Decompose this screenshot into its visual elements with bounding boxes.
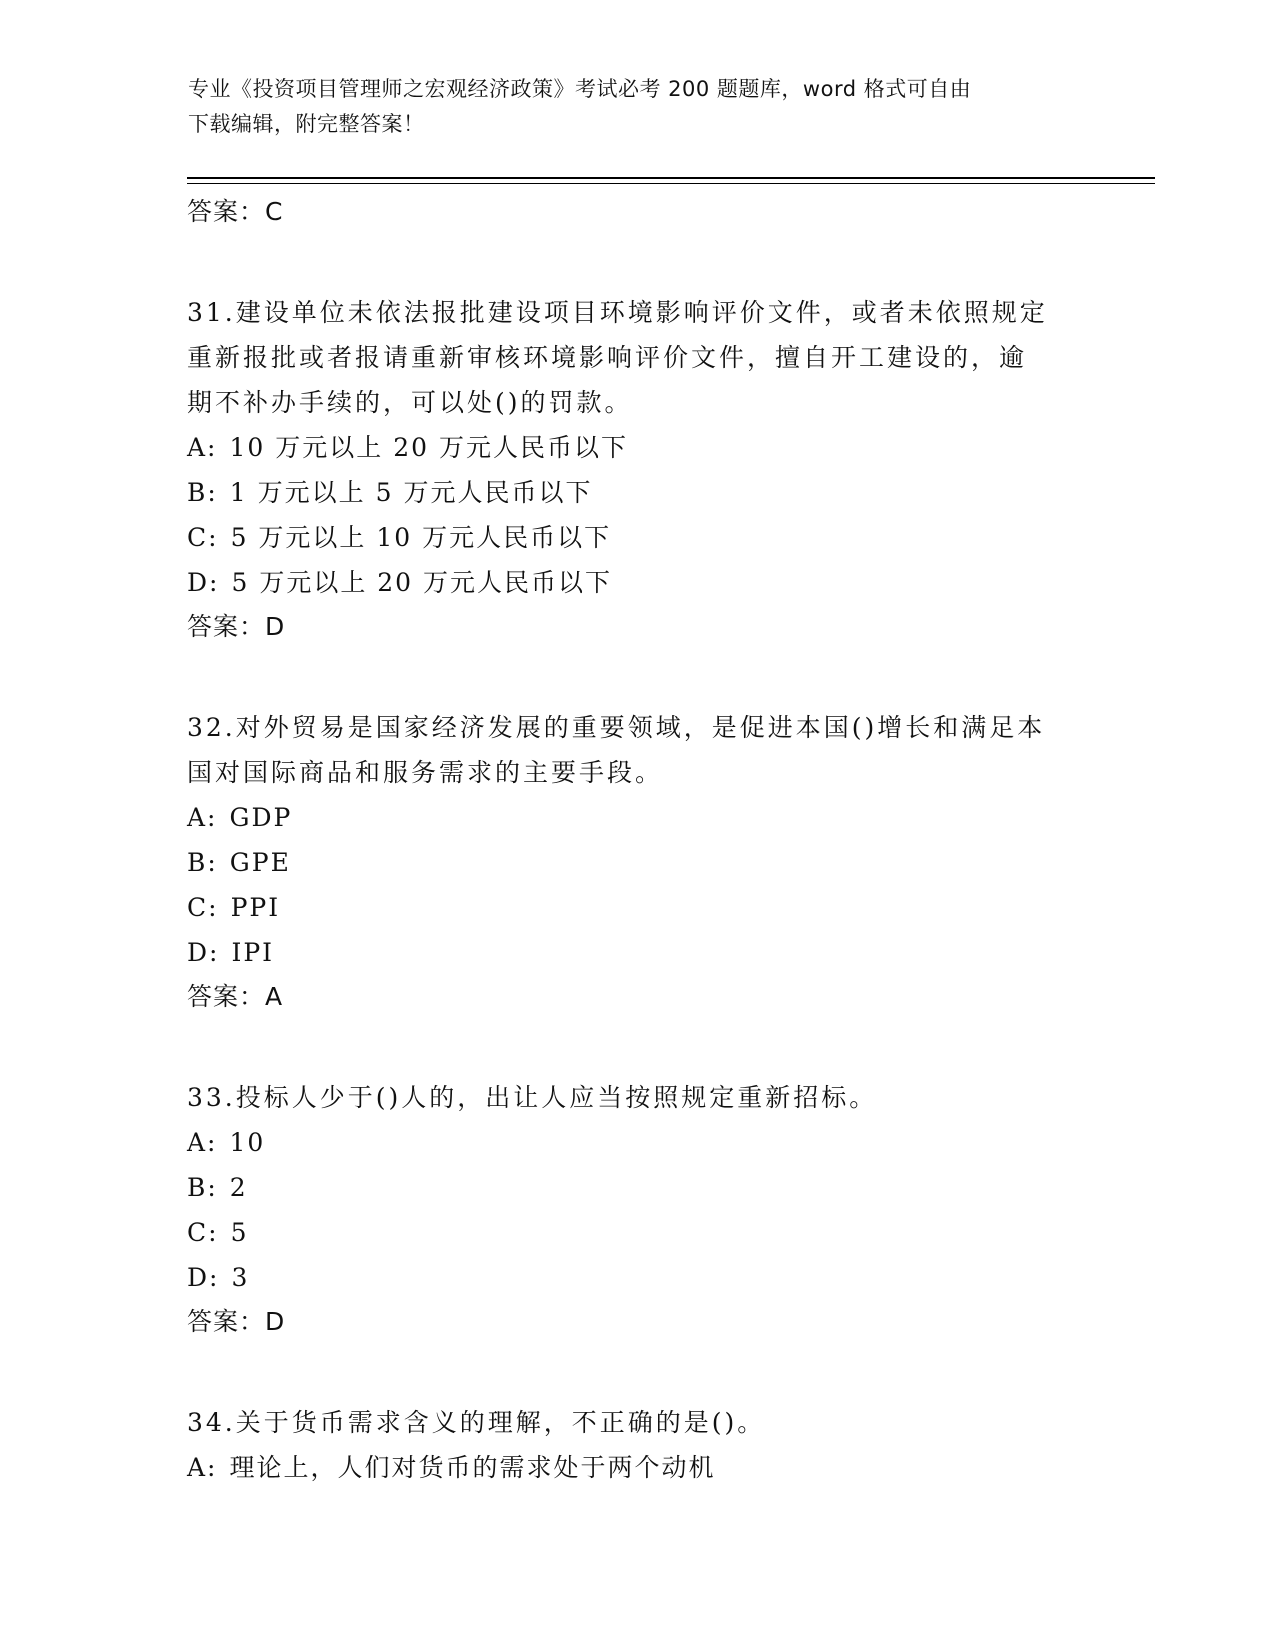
question-33 — [187, 1075, 1087, 1344]
question-34-option-a: A: 理论上，人们对货币的需求处于两个动机 — [187, 1453, 716, 1482]
header-line-1: 专业《投资项目管理师之宏观经济政策》考试必考 200 题题库，word 格式可自由 — [188, 77, 972, 101]
question-34-line-1: 34.关于货币需求含义的理解，不正确的是()。 — [187, 1408, 766, 1437]
header-rule-thin — [187, 183, 1155, 184]
question-33-option-b: B: 2 — [187, 1173, 248, 1202]
question-32-line-2: 国对国际商品和服务需求的主要手段。 — [187, 758, 664, 787]
previous-answer: 答案：C — [187, 197, 284, 226]
question-31-option-d: D: 5 万元以上 20 万元人民币以下 — [187, 568, 613, 597]
question-32-line-1: 32.对外贸易是国家经济发展的重要领域，是促进本国()增长和满足本 — [187, 713, 1046, 742]
question-32-option-b: B: GPE — [187, 848, 291, 877]
page-header — [188, 72, 1088, 142]
question-32-option-d: D: IPI — [187, 938, 275, 967]
question-33-answer: 答案：D — [187, 1307, 286, 1336]
question-33-option-c: C: 5 — [187, 1218, 249, 1247]
question-31-option-c: C: 5 万元以上 10 万元人民币以下 — [187, 523, 612, 552]
header-rule-thick — [187, 177, 1155, 179]
question-33-line-1: 33.投标人少于()人的，出让人应当按照规定重新招标。 — [187, 1083, 878, 1112]
question-31-line-2: 重新报批或者报请重新审核环境影响评价文件，擅自开工建设的，逾 — [187, 343, 1028, 372]
question-list — [187, 190, 1087, 1490]
question-32-answer: 答案：A — [187, 982, 284, 1011]
question-32 — [187, 705, 1087, 1019]
question-33-option-a: A: 10 — [187, 1128, 266, 1157]
question-32-option-a: A: GDP — [187, 803, 293, 832]
question-31-answer: 答案：D — [187, 612, 286, 641]
question-31 — [187, 290, 1087, 649]
question-33-option-d: D: 3 — [187, 1263, 250, 1292]
question-31-option-a: A: 10 万元以上 20 万元人民币以下 — [187, 433, 628, 462]
question-31-line-3: 期不补办手续的，可以处()的罚款。 — [187, 388, 633, 417]
question-32-option-c: C: PPI — [187, 893, 281, 922]
question-31-option-b: B: 1 万元以上 5 万元人民币以下 — [187, 478, 593, 507]
header-line-2: 下载编辑，附完整答案！ — [188, 112, 425, 136]
question-31-line-1: 31.建设单位未依法报批建设项目环境影响评价文件，或者未依照规定 — [187, 298, 1048, 327]
question-34 — [187, 1400, 1087, 1490]
